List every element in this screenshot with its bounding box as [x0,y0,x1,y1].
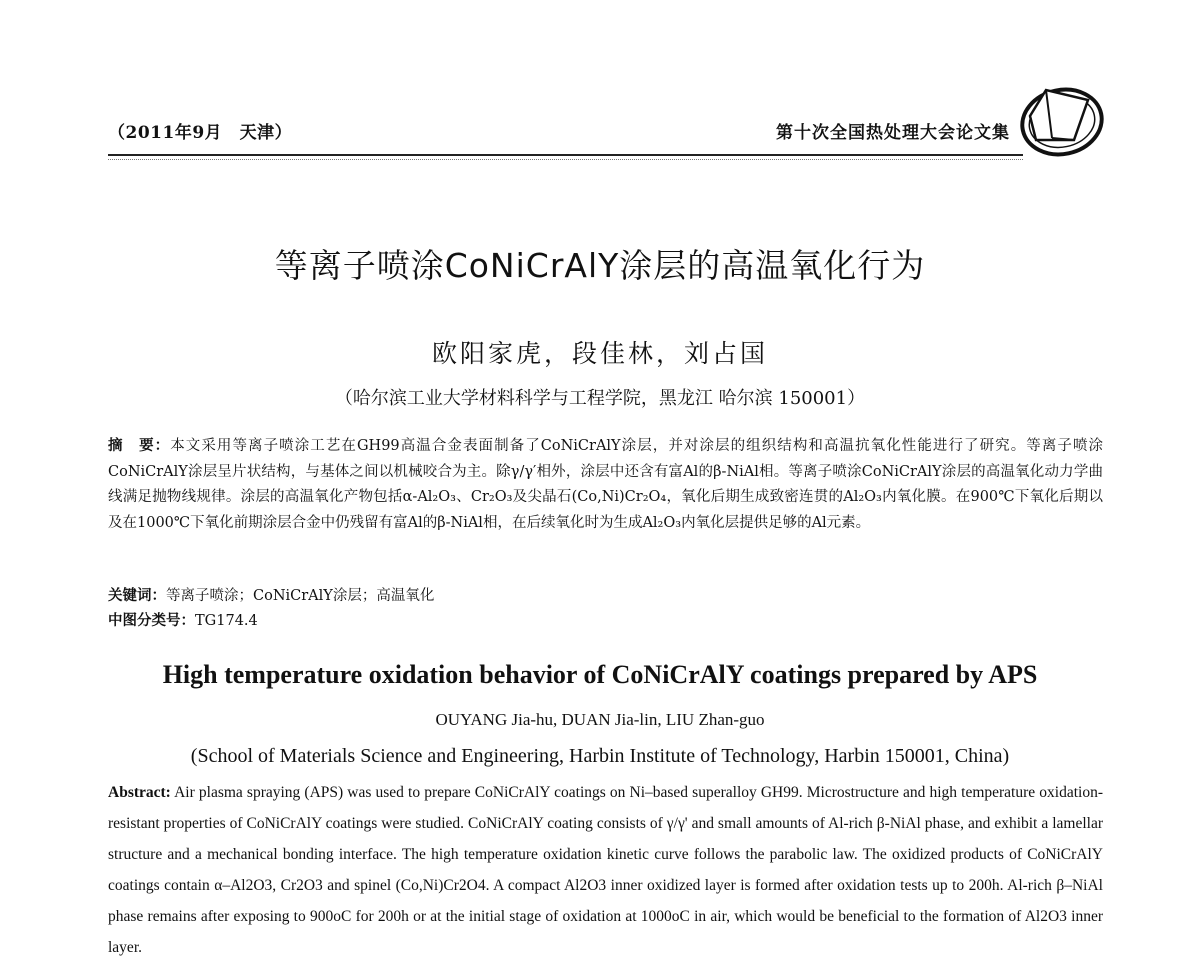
abstract-chinese-label: 摘 要： [108,438,171,454]
abstract-english [108,777,1103,963]
header-rule [108,154,1023,156]
authors-chinese: 欧阳家虎，段佳林，刘占国 [431,339,768,368]
paper-title-english: High temperature oxidation behavior of CoNiCrAlY coatings prepared by APS [162,660,1038,689]
header-date-location: （2011年9月 天津） [108,123,293,143]
book-logo-icon [1012,78,1108,164]
header-dotted-rule [108,159,1023,160]
classification-number [108,609,258,630]
affiliation-english: (School of Materials Science and Engineering, Harbin Institute of Technology, Harbin 150001, China) [190,745,1010,767]
abstract-english-text: Air plasma spraying (APS) was used to prepare CoNiCrAlY coatings on Ni–based superalloy GH99. Microstructure and high temperature oxidation-resistant properties of CoNiCrAlY coatings were studied. CoNiCrAlY coating consists of γ/γ' and small amounts of Al-rich β-NiAl phase, and exhibit a lamellar structure and a mechanical bonding interface. The high temperature oxidation kinetic curve follows the parabolic law. The oxidized products of CoNiCrAlY coatings contain α–Al2O3, Cr2O3 and spinel (Co,Ni)Cr2O4. A compact Al2O3 inner oxidized layer is formed after oxidation tests up to 200h. Al-rich β–NiAl phase remains after exposing to 900oC for 200h or at the initial stage of oxidation at 1000oC in air, which would be beneficial to the formation of Al2O3 inner layer. [108,784,1103,956]
running-header [108,112,1108,152]
header-proceedings-title: 第十次全国热处理大会论文集 [776,123,1010,143]
abstract-english-label: Abstract: [108,784,171,801]
keywords-label: 关键词： [108,588,166,604]
classification-label: 中图分类号： [108,613,195,629]
authors-english: OUYANG Jia-hu, DUAN Jia-lin, LIU Zhan-guo [435,710,765,729]
keywords-chinese [108,584,434,605]
affiliation-chinese: （哈尔滨工业大学材料科学与工程学院，黑龙江 哈尔滨 150001） [334,388,866,409]
classification-text: TG174.4 [195,613,258,629]
keywords-text: 等离子喷涂；CoNiCrAlY涂层；高温氧化 [166,588,435,604]
abstract-chinese [108,434,1103,536]
abstract-chinese-text: 本文采用等离子喷涂工艺在GH99高温合金表面制备了CoNiCrAlY涂层，并对涂层的组织结构和高温抗氧化性能进行了研究。等离子喷涂CoNiCrAlY涂层呈片状结构，与基体之间以机械咬合为主。除γ/γ′相外，涂层中还含有富Al的β-NiAl相。等离子喷涂CoNiCrAlY涂层的高温氧化动力学曲线满足抛物线规律。涂层的高温氧化产物包括α-Al₂O₃、Cr₂O₃及尖晶石(Co,Ni)Cr₂O₄，氧化后期生成致密连贯的Al₂O₃内氧化膜。在900℃下氧化后期以及在1000℃下氧化前期涂层合金中仍残留有富Al的β-NiAl相，在后续氧化时为生成Al₂O₃内氧化层提供足够的Al元素。 [108,438,1104,531]
paper-title-chinese: 等离子喷涂CoNiCrAlY涂层的高温氧化行为 [274,246,926,285]
